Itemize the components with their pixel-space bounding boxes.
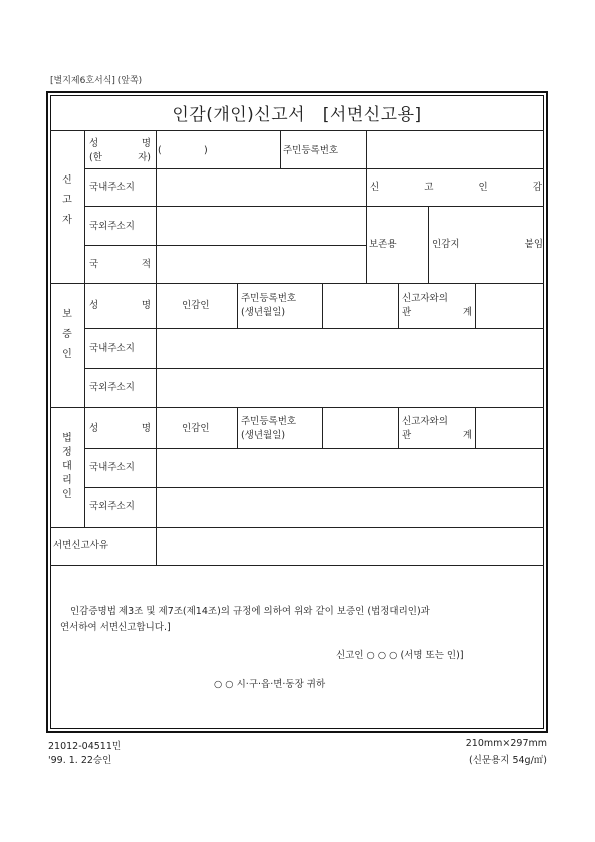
- section-char: 대: [62, 461, 72, 472]
- section-label-guarantor: [60, 300, 74, 370]
- section-char: 인: [62, 349, 72, 360]
- legalrep-resident-no-label: 주민등록번호: [241, 416, 297, 427]
- rule-title-bottom: [50, 130, 544, 131]
- paper-size: 210mm×297mm: [465, 738, 547, 749]
- rule-g2: [84, 368, 544, 369]
- guarantor-foreign-addr-label: 국외주소지: [89, 382, 135, 393]
- rule-r1: [84, 168, 544, 169]
- section-label-reporter: [60, 166, 74, 236]
- rule-reporter-bottom: [50, 283, 544, 284]
- section-char: 리: [62, 475, 72, 486]
- guarantor-seal-label: 인감인: [182, 300, 210, 311]
- guarantor-relation-label: 신고자와의: [402, 293, 448, 304]
- rule-v-l4: [475, 407, 476, 448]
- rule-r2: [84, 206, 544, 207]
- section-char: 자: [62, 215, 72, 226]
- legalrep-birth-label: (생년월일): [241, 430, 286, 441]
- section-char: 신: [62, 175, 72, 186]
- reporter-foreign-addr-label: 국외주소지: [89, 221, 135, 232]
- paper-type: (신문용지 54g/㎡): [469, 755, 547, 766]
- section-char: 인: [62, 489, 72, 500]
- rule-v-label: [156, 130, 157, 565]
- reporter-name-label: 성 명: [89, 138, 151, 149]
- rule-g1: [84, 328, 544, 329]
- seal-paper-attach-label: 인감지 붙임: [432, 239, 543, 250]
- statement-line-2: 연서하여 서면신고합니다.]: [60, 622, 171, 633]
- section-char: 보: [62, 309, 72, 320]
- reporter-resident-no-label: 주민등록번호: [283, 145, 339, 156]
- legalrep-seal-label: 인감인: [182, 423, 210, 434]
- section-char: 법: [62, 433, 72, 444]
- rule-v-storage: [428, 206, 429, 283]
- guarantor-relation-label-2: 관 계: [402, 307, 472, 318]
- rule-v-g1: [237, 283, 238, 328]
- storage-label: 보존용: [369, 239, 397, 250]
- legalrep-foreign-addr-label: 국외주소지: [89, 501, 135, 512]
- recipient-line: ○ ○ 시·구·읍·면·동장 귀하: [214, 679, 326, 690]
- rule-v-l2: [322, 407, 323, 448]
- reporter-nationality-label: 국 적: [89, 259, 151, 270]
- form-code: 21012-04511민: [48, 741, 122, 752]
- guarantor-resident-no-label: 주민등록번호: [241, 293, 297, 304]
- guarantor-name-label: 성 명: [89, 300, 151, 311]
- title-main: 인감(개인)신고서: [172, 105, 306, 125]
- rule-guarantor-bottom: [50, 407, 544, 408]
- hanja-paren-close: ): [204, 145, 208, 156]
- legalrep-relation-label: 신고자와의: [402, 416, 448, 427]
- rule-l1: [84, 448, 544, 449]
- legalrep-domestic-addr-label: 국내주소지: [89, 462, 135, 473]
- section-char: 증: [62, 329, 72, 340]
- rule-l2: [84, 487, 544, 488]
- legalrep-relation-label-2: 관 계: [402, 430, 472, 441]
- section-label-legal-rep: [60, 430, 74, 504]
- rule-v-l1: [237, 407, 238, 448]
- rule-v-section: [84, 130, 85, 527]
- page-title: [50, 100, 544, 125]
- reporter-domestic-addr-label: 국내주소지: [89, 182, 135, 193]
- rule-legalrep-bottom: [50, 527, 544, 528]
- rule-v-g3: [398, 283, 399, 328]
- approval-date: '99. 1. 22승인: [48, 755, 112, 766]
- rule-v-g4: [475, 283, 476, 328]
- rule-v-g2: [322, 283, 323, 328]
- title-sub: [서면신고용]: [322, 105, 422, 125]
- rule-v-l3: [398, 407, 399, 448]
- guarantor-birth-label: (생년월일): [241, 307, 286, 318]
- rule-reason-bottom: [50, 565, 544, 566]
- rule-v-r1a: [280, 130, 281, 168]
- section-char: 고: [62, 195, 72, 206]
- section-char: 정: [62, 447, 72, 458]
- statement-line-1: 인감증명법 제3조 및 제7조(제14조)의 규정에 의하여 위와 같이 보증인 (법정대리인)과: [70, 606, 430, 617]
- guarantor-domestic-addr-label: 국내주소지: [89, 343, 135, 354]
- form-number: [별지제6호서식] (앞쪽): [50, 76, 143, 86]
- legalrep-name-label: 성 명: [89, 423, 151, 434]
- hanja-paren-open: (: [158, 145, 162, 156]
- reason-label: 서면신고사유: [53, 540, 109, 551]
- signer-line: 신고인 ○ ○ ○ (서명 또는 인)]: [336, 650, 464, 661]
- reporter-hanja-label: (한 자): [89, 152, 151, 163]
- rule-v-seal: [366, 130, 367, 283]
- seal-report-header: 신 고 인 감: [370, 182, 542, 193]
- rule-r3: [84, 245, 366, 246]
